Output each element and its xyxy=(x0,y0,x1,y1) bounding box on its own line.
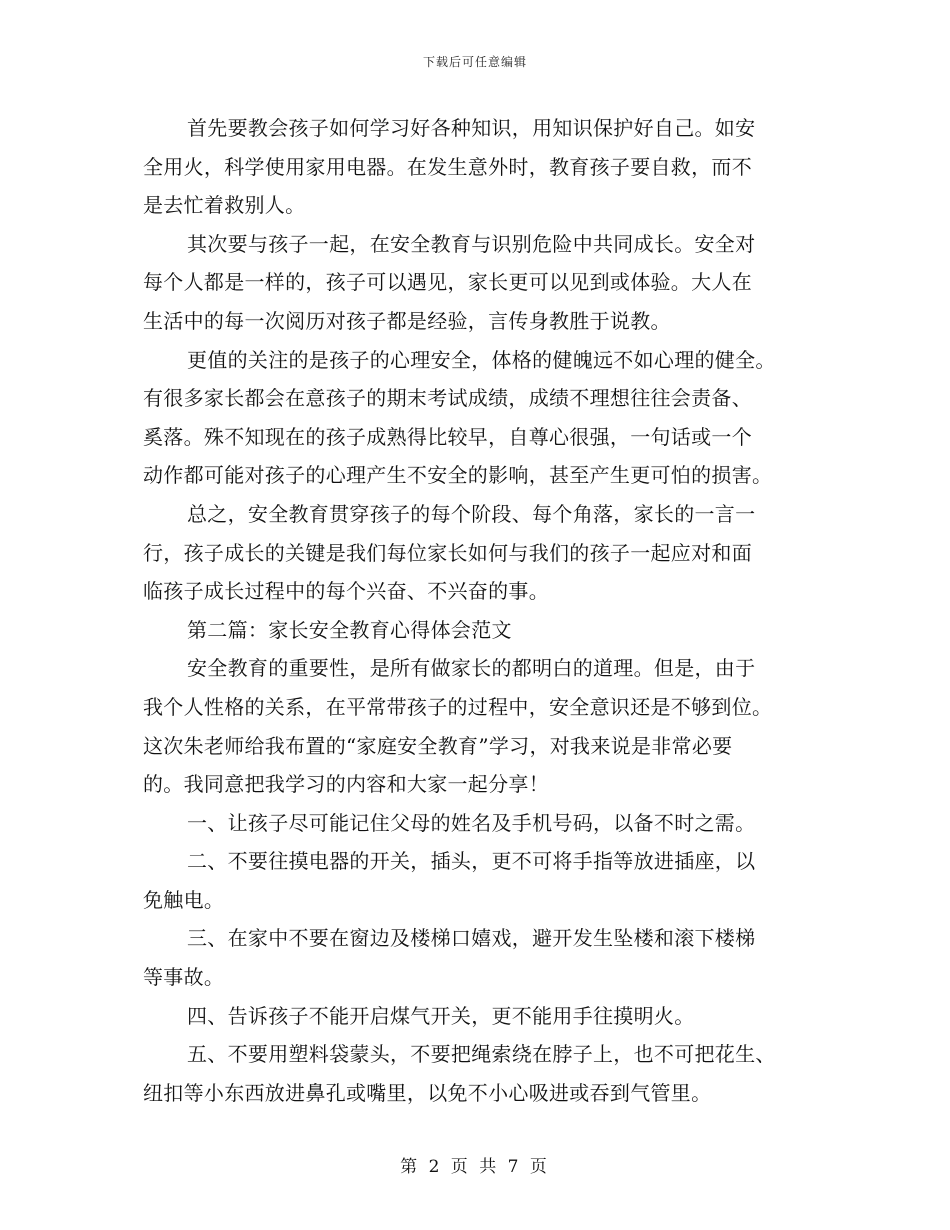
list-item: 四、告诉孩子不能开启煤气开关，更不能用手往摸明火。 xyxy=(187,1003,695,1028)
text-line: 总之，安全教育贯穿孩子的每个阶段、每个角落，家长的一言一 xyxy=(187,501,756,526)
text-line: 我个人性格的关系，在平常带孩子的过程中，安全意识还是不够到位。 xyxy=(143,694,773,719)
list-item-continuation: 免触电。 xyxy=(143,887,225,912)
text-line: 更值的关注的是孩子的心理安全，体格的健魄远不如心理的健全。 xyxy=(187,347,776,372)
text-line: 其次要与孩子一起，在安全教育与识别危险中共同成长。安全对 xyxy=(187,231,756,256)
section-heading: 第二篇：家长安全教育心得体会范文 xyxy=(187,617,512,642)
text-line: 是去忙着救别人。 xyxy=(143,193,306,218)
text-line: 的。我同意把我学习的内容和大家一起分享！ xyxy=(143,772,549,797)
document-body xyxy=(143,109,808,1112)
text-line: 动作都可能对孩子的心理产生不安全的影响，甚至产生更可怕的损害。 xyxy=(143,463,773,488)
text-line: 每个人都是一样的，孩子可以遇见，家长更可以见到或体验。大人在 xyxy=(143,270,752,295)
text-line: 生活中的每一次阅历对孩子都是经验，言传身教胜于说教。 xyxy=(143,308,671,333)
page-footer: 第 2 页 共 7 页 xyxy=(400,1157,550,1177)
text-line: 行，孩子成长的关键是我们每位家长如何与我们的孩子一起应对和面 xyxy=(143,540,752,565)
list-item: 一、让孩子尽可能记住父母的姓名及手机号码，以备不时之需。 xyxy=(187,810,756,835)
list-item-continuation: 等事故。 xyxy=(143,965,225,990)
text-line: 临孩子成长过程中的每个兴奋、不兴奋的事。 xyxy=(143,579,549,604)
list-item: 二、不要往摸电器的开关，插头，更不可将手指等放进插座，以 xyxy=(187,849,756,874)
text-line: 奚落。殊不知现在的孩子成熟得比较早，自尊心很强，一句话或一个 xyxy=(143,424,752,449)
list-item: 三、在家中不要在窗边及楼梯口嬉戏，避开发生坠楼和滚下楼梯 xyxy=(187,926,756,951)
text-line: 全用火，科学使用家用电器。在发生意外时，教育孩子要自救，而不 xyxy=(143,154,752,179)
list-item: 五、不要用塑料袋蒙头，不要把绳索绕在脖子上，也不可把花生、 xyxy=(187,1042,776,1067)
text-line: 这次朱老师给我布置的“家庭安全教育”学习，对我来说是非常必要 xyxy=(143,733,733,758)
text-line: 安全教育的重要性，是所有做家长的都明白的道理。但是，由于 xyxy=(187,656,756,681)
list-item-continuation: 纽扣等小东西放进鼻孔或嘴里，以免不小心吸进或吞到气管里。 xyxy=(143,1080,712,1105)
text-line: 有很多家长都会在意孩子的期末考试成绩，成绩不理想往往会责备、 xyxy=(143,386,752,411)
page-header: 下载后可任意编辑 xyxy=(422,55,527,69)
text-line: 首先要教会孩子如何学习好各种知识，用知识保护好自己。如安 xyxy=(187,116,756,140)
